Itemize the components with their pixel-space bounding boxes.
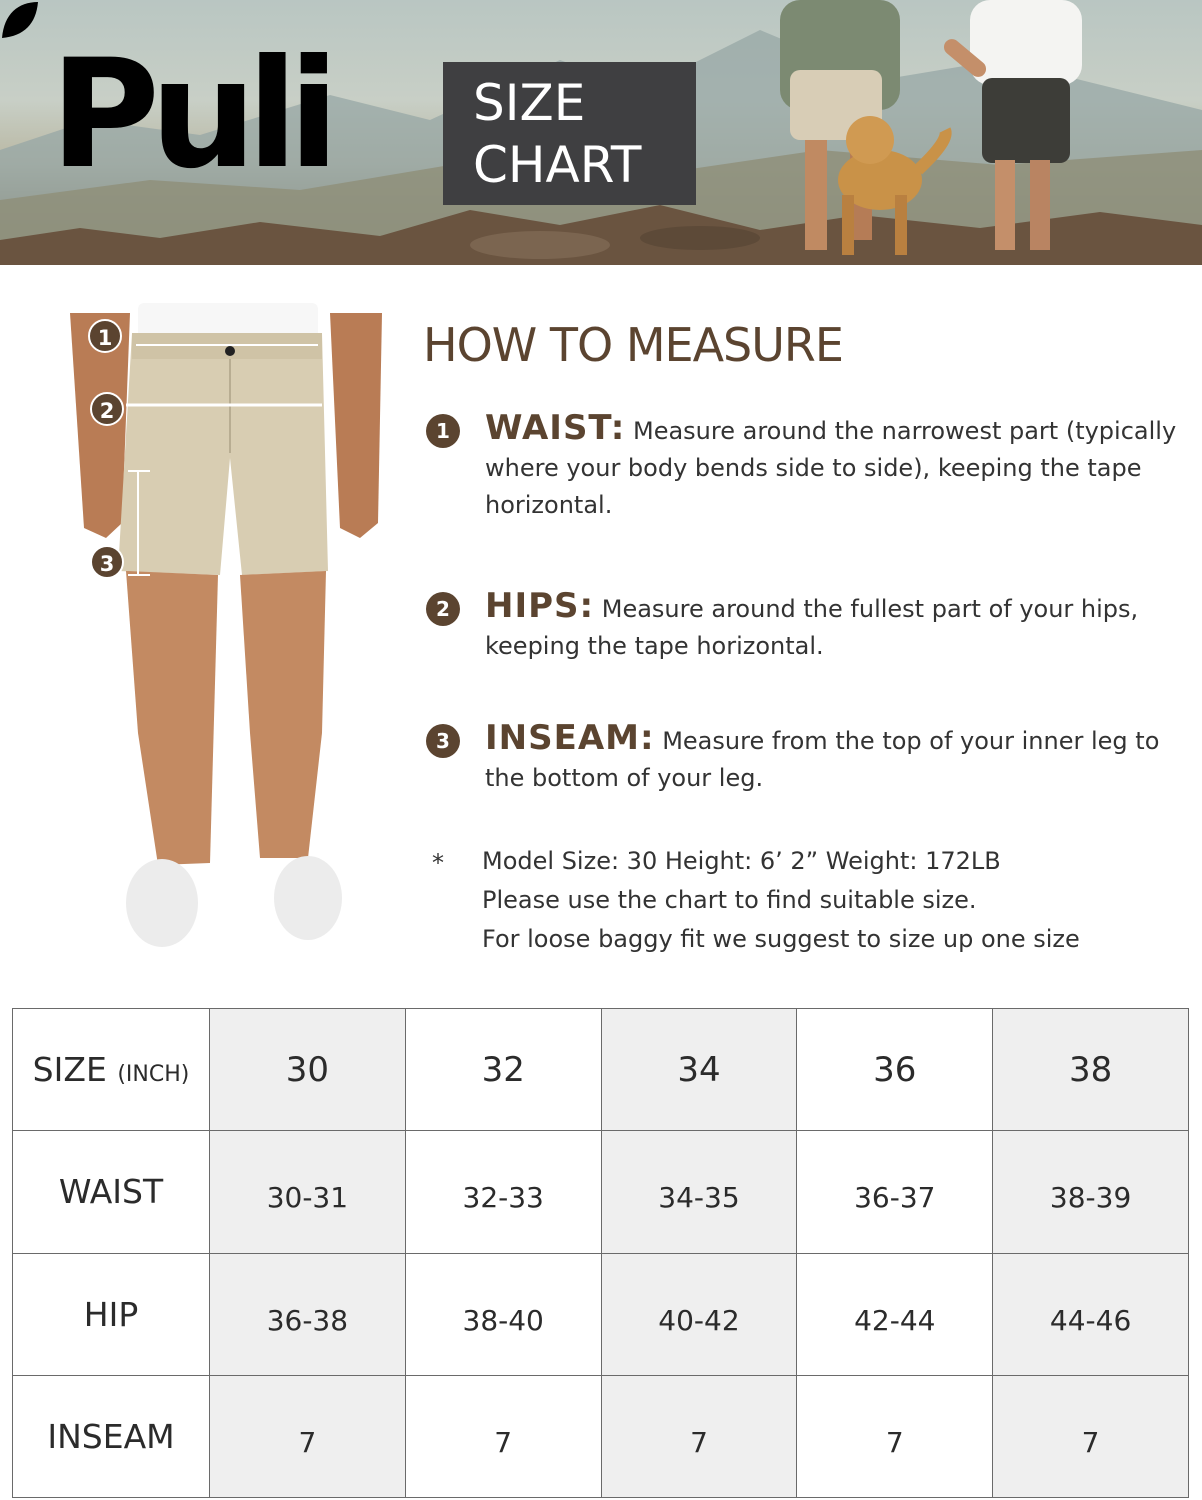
table-cell: 40-42 bbox=[601, 1253, 797, 1375]
note-line-fit: For loose baggy fit we suggest to size up one size bbox=[482, 925, 1080, 953]
step-hips bbox=[426, 588, 1186, 665]
table-row bbox=[13, 1375, 1189, 1497]
table-cell: 7 bbox=[210, 1375, 406, 1497]
table-row bbox=[13, 1131, 1189, 1253]
step-label: HIPS: bbox=[485, 586, 595, 626]
table-header-row bbox=[13, 1009, 1189, 1131]
marker-hips: 2 bbox=[90, 392, 124, 426]
model-note bbox=[432, 842, 1172, 959]
size-chart-line2: CHART bbox=[473, 136, 642, 194]
row-label: WAIST bbox=[13, 1131, 210, 1253]
table-cell: 36-37 bbox=[797, 1131, 993, 1253]
table-cell: 38-39 bbox=[993, 1131, 1189, 1253]
size-col-30: 30 bbox=[210, 1009, 406, 1131]
step-text: Measure from the top of your inner leg to the bottom of your leg. bbox=[485, 727, 1160, 792]
size-col-36: 36 bbox=[797, 1009, 993, 1131]
table-row bbox=[13, 1253, 1189, 1375]
step-inseam bbox=[426, 720, 1186, 797]
leaf-icon bbox=[0, 0, 40, 40]
table-cell: 42-44 bbox=[797, 1253, 993, 1375]
step-label: WAIST: bbox=[485, 408, 626, 448]
table-cell: 30-31 bbox=[210, 1131, 406, 1253]
marker-waist: 1 bbox=[88, 319, 122, 353]
row-label: INSEAM bbox=[13, 1375, 210, 1497]
step-label: INSEAM: bbox=[485, 718, 655, 758]
size-chart-label bbox=[443, 62, 696, 205]
step-text: Measure around the narrowest part (typically where your body bends side to side), keeping the tape horizontal. bbox=[485, 417, 1177, 519]
step-number: 3 bbox=[426, 724, 460, 758]
size-col-32: 32 bbox=[405, 1009, 601, 1131]
step-waist bbox=[426, 410, 1186, 524]
note-line-model: Model Size: 30 Height: 6’ 2” Weight: 172LB bbox=[482, 847, 1001, 875]
header-size-label: SIZE (INCH) bbox=[13, 1009, 210, 1131]
step-number: 2 bbox=[426, 592, 460, 626]
table-cell: 36-38 bbox=[210, 1253, 406, 1375]
how-to-measure-title: HOW TO MEASURE bbox=[423, 318, 843, 372]
size-table bbox=[12, 1008, 1189, 1498]
brand-logo: Puli bbox=[50, 28, 330, 202]
table-cell: 32-33 bbox=[405, 1131, 601, 1253]
size-chart-line1: SIZE bbox=[473, 74, 586, 132]
table-cell: 38-40 bbox=[405, 1253, 601, 1375]
table-cell: 7 bbox=[797, 1375, 993, 1497]
table-cell: 7 bbox=[601, 1375, 797, 1497]
marker-inseam: 3 bbox=[90, 545, 124, 579]
model-figure bbox=[60, 303, 400, 953]
step-text: Measure around the fullest part of your hips, keeping the tape horizontal. bbox=[485, 595, 1139, 660]
table-cell: 34-35 bbox=[601, 1131, 797, 1253]
table-cell: 7 bbox=[405, 1375, 601, 1497]
step-number: 1 bbox=[426, 414, 460, 448]
table-cell: 44-46 bbox=[993, 1253, 1189, 1375]
row-label: HIP bbox=[13, 1253, 210, 1375]
table-cell: 7 bbox=[993, 1375, 1189, 1497]
size-col-34: 34 bbox=[601, 1009, 797, 1131]
note-line-chart: Please use the chart to find suitable size. bbox=[482, 886, 977, 914]
banner bbox=[0, 0, 1202, 265]
size-col-38: 38 bbox=[993, 1009, 1189, 1131]
note-asterisk: * bbox=[432, 849, 444, 877]
unit-label: (INCH) bbox=[117, 1062, 190, 1088]
